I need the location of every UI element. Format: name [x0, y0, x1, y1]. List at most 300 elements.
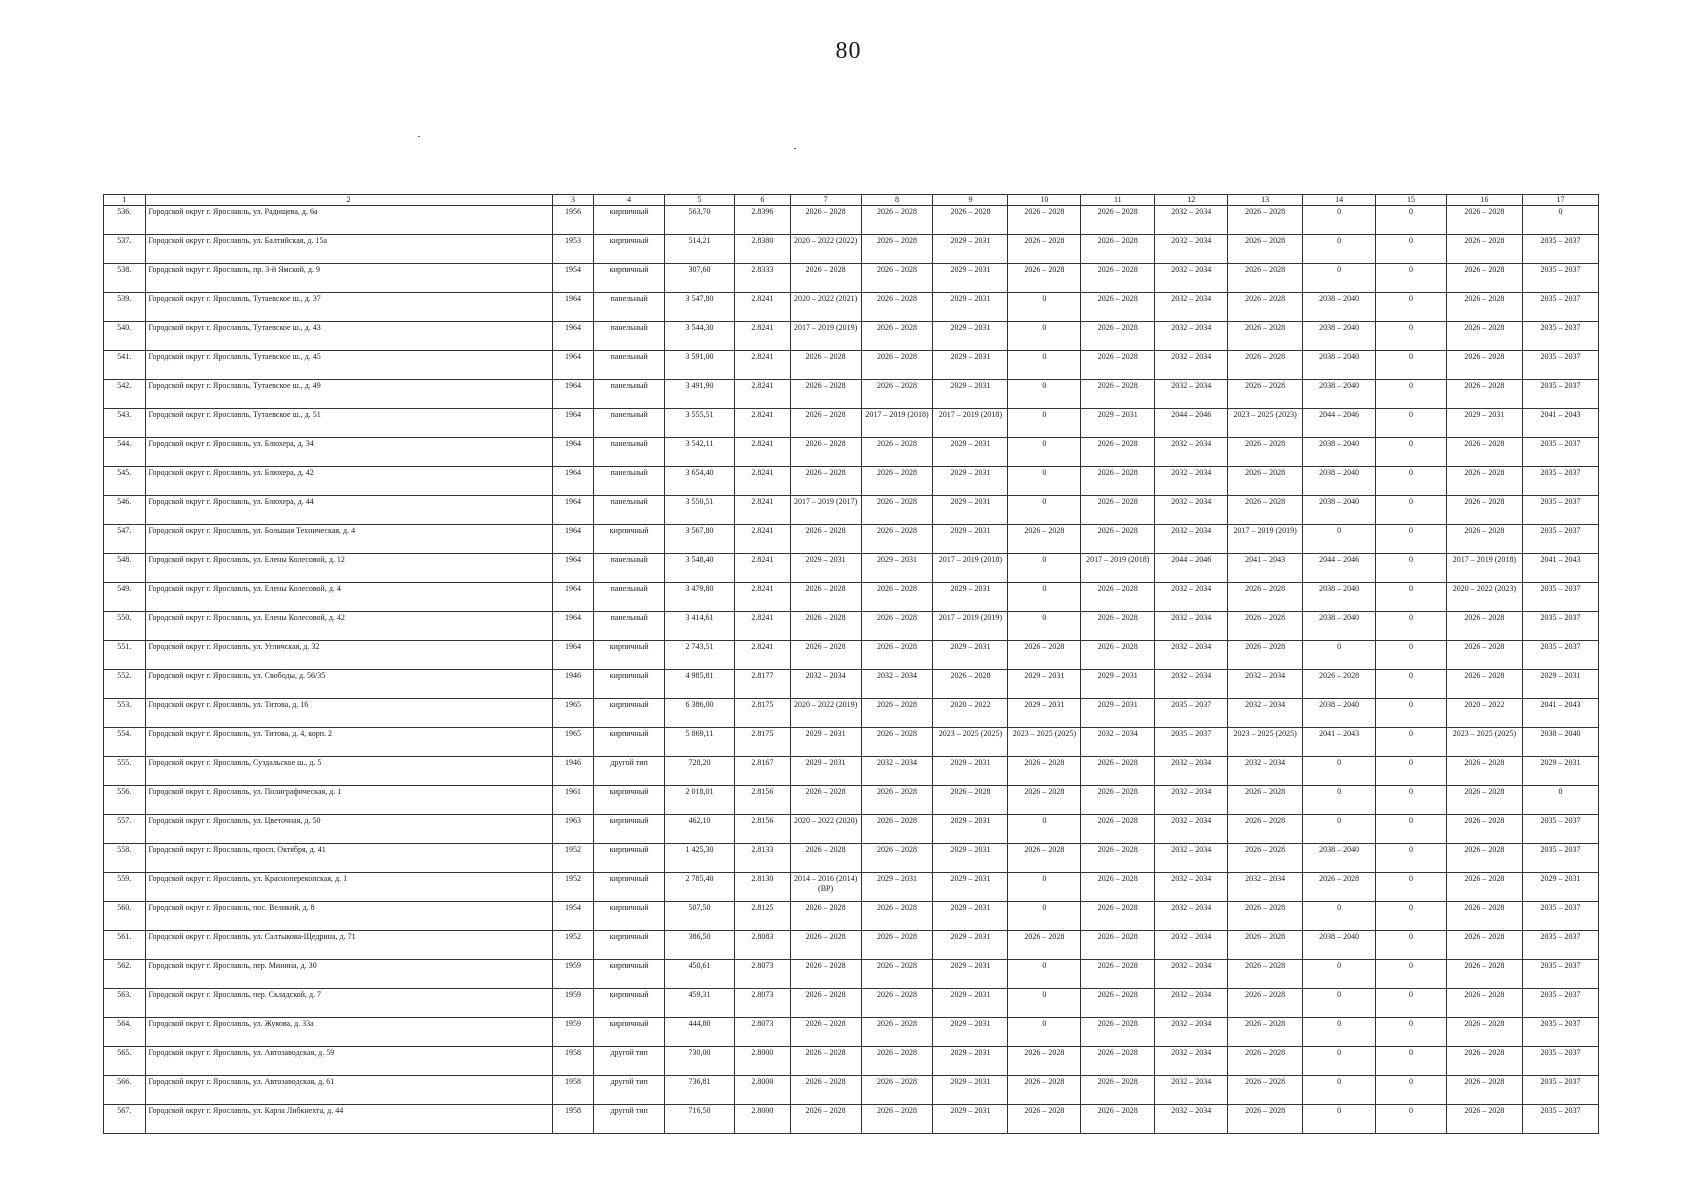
- row-number-cell: 556.: [104, 786, 146, 815]
- period-col-7-cell: 2026 – 2028: [790, 989, 861, 1018]
- period-col-9-cell: 2029 – 2031: [933, 496, 1008, 525]
- period-col-16-cell: 2026 – 2028: [1446, 264, 1522, 293]
- address-cell: Городской округ г. Ярославль, ул. Большая Техническая, д. 4: [145, 525, 552, 554]
- wall-material-cell: панельный: [594, 351, 665, 380]
- wall-material-cell: панельный: [594, 380, 665, 409]
- column-number-cell: 2: [145, 195, 552, 206]
- address-cell: Городской округ г. Ярославль, ул. Жукова, д. 33а: [145, 1018, 552, 1047]
- address-cell: Городской округ г. Ярославль, ул. Титова, д. 4, корп. 2: [145, 728, 552, 757]
- period-col-15-cell: 0: [1376, 873, 1447, 902]
- period-col-11-cell: 2029 – 2031: [1081, 670, 1155, 699]
- period-col-8-cell: 2026 – 2028: [861, 641, 933, 670]
- area-cell: 444,80: [665, 1018, 735, 1047]
- row-number-cell: 544.: [104, 438, 146, 467]
- period-col-8-cell: 2026 – 2028: [861, 844, 933, 873]
- column-number-cell: 14: [1303, 195, 1376, 206]
- period-col-11-cell: 2026 – 2028: [1081, 351, 1155, 380]
- period-col-9-cell: 2029 – 2031: [933, 844, 1008, 873]
- period-col-9-cell: 2029 – 2031: [933, 757, 1008, 786]
- period-col-11-cell: 2026 – 2028: [1081, 380, 1155, 409]
- period-col-17-cell: 2035 – 2037: [1522, 525, 1598, 554]
- period-col-13-cell: 2026 – 2028: [1228, 351, 1303, 380]
- period-col-9-cell: 2026 – 2028: [933, 670, 1008, 699]
- period-col-11-cell: 2032 – 2034: [1081, 728, 1155, 757]
- address-cell: Городской округ г. Ярославль, просп. Октября, д. 41: [145, 844, 552, 873]
- table-row: [104, 786, 1599, 815]
- address-cell: Городской округ г. Ярославль, пр. 3-й Ямской, д. 9: [145, 264, 552, 293]
- period-col-8-cell: 2026 – 2028: [861, 525, 933, 554]
- period-col-10-cell: 0: [1008, 815, 1081, 844]
- row-number-cell: 553.: [104, 699, 146, 728]
- period-col-12-cell: 2032 – 2034: [1155, 873, 1228, 902]
- period-col-12-cell: 2032 – 2034: [1155, 786, 1228, 815]
- row-number-cell: 555.: [104, 757, 146, 786]
- build-year-cell: 1959: [552, 989, 594, 1018]
- build-year-cell: 1964: [552, 351, 594, 380]
- build-year-cell: 1952: [552, 873, 594, 902]
- period-col-16-cell: 2026 – 2028: [1446, 1105, 1522, 1134]
- period-col-17-cell: 2035 – 2037: [1522, 264, 1598, 293]
- table-row: [104, 351, 1599, 380]
- period-col-10-cell: 2026 – 2028: [1008, 1047, 1081, 1076]
- period-col-8-cell: 2017 – 2019 (2018): [861, 409, 933, 438]
- address-cell: Городской округ г. Ярославль, ул. Елены Колесовой, д. 4: [145, 583, 552, 612]
- period-col-14-cell: 0: [1303, 525, 1376, 554]
- area-cell: 462,10: [665, 815, 735, 844]
- row-number-cell: 550.: [104, 612, 146, 641]
- period-col-16-cell: 2026 – 2028: [1446, 438, 1522, 467]
- period-col-17-cell: 2038 – 2040: [1522, 728, 1598, 757]
- area-cell: 450,61: [665, 960, 735, 989]
- period-col-9-cell: 2029 – 2031: [933, 380, 1008, 409]
- period-col-15-cell: 0: [1376, 1047, 1447, 1076]
- address-cell: Городской округ г. Ярославль, Суздальское ш., д. 5: [145, 757, 552, 786]
- build-year-cell: 1964: [552, 641, 594, 670]
- period-col-17-cell: 2035 – 2037: [1522, 1047, 1598, 1076]
- coefficient-cell: 2.8167: [734, 757, 790, 786]
- period-col-13-cell: 2026 – 2028: [1228, 1105, 1303, 1134]
- period-col-13-cell: 2026 – 2028: [1228, 786, 1303, 815]
- period-col-10-cell: 0: [1008, 902, 1081, 931]
- period-col-13-cell: 2026 – 2028: [1228, 931, 1303, 960]
- period-col-13-cell: 2026 – 2028: [1228, 815, 1303, 844]
- wall-material-cell: другой тип: [594, 1105, 665, 1134]
- area-cell: 3 414,61: [665, 612, 735, 641]
- period-col-14-cell: 2038 – 2040: [1303, 351, 1376, 380]
- coefficient-cell: 2.8133: [734, 844, 790, 873]
- period-col-14-cell: 2044 – 2046: [1303, 409, 1376, 438]
- period-col-15-cell: 0: [1376, 409, 1447, 438]
- row-number-cell: 543.: [104, 409, 146, 438]
- address-cell: Городской округ г. Ярославль, ул. Автозаводская, д. 61: [145, 1076, 552, 1105]
- period-col-16-cell: 2026 – 2028: [1446, 293, 1522, 322]
- scan-speck: [794, 148, 796, 149]
- period-col-9-cell: 2029 – 2031: [933, 960, 1008, 989]
- area-cell: 3 547,80: [665, 293, 735, 322]
- period-col-15-cell: 0: [1376, 264, 1447, 293]
- period-col-16-cell: 2026 – 2028: [1446, 1018, 1522, 1047]
- period-col-12-cell: 2035 – 2037: [1155, 699, 1228, 728]
- period-col-8-cell: 2026 – 2028: [861, 728, 933, 757]
- period-col-17-cell: 2035 – 2037: [1522, 1105, 1598, 1134]
- build-year-cell: 1952: [552, 844, 594, 873]
- coefficient-cell: 2.8073: [734, 989, 790, 1018]
- period-col-8-cell: 2026 – 2028: [861, 1047, 933, 1076]
- period-col-11-cell: 2029 – 2031: [1081, 409, 1155, 438]
- wall-material-cell: другой тип: [594, 757, 665, 786]
- period-col-8-cell: 2026 – 2028: [861, 612, 933, 641]
- period-col-14-cell: 0: [1303, 815, 1376, 844]
- period-col-7-cell: 2020 – 2022 (2020): [790, 815, 861, 844]
- period-col-17-cell: 2035 – 2037: [1522, 612, 1598, 641]
- column-number-cell: 12: [1155, 195, 1228, 206]
- period-col-14-cell: 0: [1303, 235, 1376, 264]
- period-col-15-cell: 0: [1376, 612, 1447, 641]
- period-col-8-cell: 2026 – 2028: [861, 989, 933, 1018]
- period-col-16-cell: 2029 – 2031: [1446, 409, 1522, 438]
- wall-material-cell: кирпичный: [594, 206, 665, 235]
- period-col-13-cell: 2026 – 2028: [1228, 989, 1303, 1018]
- period-col-7-cell: 2020 – 2022 (2022): [790, 235, 861, 264]
- period-col-16-cell: 2026 – 2028: [1446, 960, 1522, 989]
- area-cell: 2 018,01: [665, 786, 735, 815]
- period-col-13-cell: 2026 – 2028: [1228, 293, 1303, 322]
- period-col-14-cell: 0: [1303, 989, 1376, 1018]
- period-col-11-cell: 2026 – 2028: [1081, 960, 1155, 989]
- row-number-cell: 539.: [104, 293, 146, 322]
- period-col-17-cell: 2035 – 2037: [1522, 583, 1598, 612]
- table-row: [104, 670, 1599, 699]
- period-col-8-cell: 2026 – 2028: [861, 293, 933, 322]
- build-year-cell: 1953: [552, 235, 594, 264]
- period-col-12-cell: 2032 – 2034: [1155, 1047, 1228, 1076]
- period-col-14-cell: 2041 – 2043: [1303, 728, 1376, 757]
- period-col-7-cell: 2026 – 2028: [790, 1018, 861, 1047]
- period-col-14-cell: 0: [1303, 1047, 1376, 1076]
- area-cell: 1 425,30: [665, 844, 735, 873]
- address-cell: Городской округ г. Ярославль, ул. Блюхера, д. 34: [145, 438, 552, 467]
- period-col-11-cell: 2017 – 2019 (2018): [1081, 554, 1155, 583]
- period-col-17-cell: 2035 – 2037: [1522, 351, 1598, 380]
- period-col-7-cell: 2020 – 2022 (2019): [790, 699, 861, 728]
- wall-material-cell: панельный: [594, 293, 665, 322]
- coefficient-cell: 2.8241: [734, 351, 790, 380]
- address-cell: Городской округ г. Ярославль, ул. Полиграфическая, д. 1: [145, 786, 552, 815]
- table-row: [104, 1076, 1599, 1105]
- coefficient-cell: 2.8241: [734, 612, 790, 641]
- address-cell: Городской округ г. Ярославль, Тутаевское ш., д. 49: [145, 380, 552, 409]
- area-cell: 3 479,80: [665, 583, 735, 612]
- period-col-12-cell: 2044 – 2046: [1155, 554, 1228, 583]
- period-col-17-cell: 2035 – 2037: [1522, 496, 1598, 525]
- address-cell: Городской округ г. Ярославль, ул. Красноперекопская, д. 1: [145, 873, 552, 902]
- period-col-8-cell: 2026 – 2028: [861, 496, 933, 525]
- period-col-10-cell: 0: [1008, 583, 1081, 612]
- period-col-9-cell: 2023 – 2025 (2025): [933, 728, 1008, 757]
- coefficient-cell: 2.8073: [734, 1018, 790, 1047]
- address-cell: Городской округ г. Ярославль, ул. Блюхера, д. 44: [145, 496, 552, 525]
- period-col-14-cell: 2038 – 2040: [1303, 583, 1376, 612]
- period-col-17-cell: 2035 – 2037: [1522, 438, 1598, 467]
- period-col-13-cell: 2026 – 2028: [1228, 641, 1303, 670]
- period-col-16-cell: 2017 – 2019 (2018): [1446, 554, 1522, 583]
- period-col-14-cell: 0: [1303, 1018, 1376, 1047]
- table-row: [104, 264, 1599, 293]
- period-col-12-cell: 2032 – 2034: [1155, 496, 1228, 525]
- period-col-15-cell: 0: [1376, 293, 1447, 322]
- period-col-10-cell: 0: [1008, 351, 1081, 380]
- address-cell: Городской округ г. Ярославль, ул. Салтыкова-Щедрина, д. 71: [145, 931, 552, 960]
- coefficient-cell: 2.8241: [734, 467, 790, 496]
- wall-material-cell: кирпичный: [594, 1018, 665, 1047]
- period-col-9-cell: 2029 – 2031: [933, 1047, 1008, 1076]
- period-col-13-cell: 2026 – 2028: [1228, 235, 1303, 264]
- period-col-14-cell: 0: [1303, 206, 1376, 235]
- column-number-cell: 17: [1522, 195, 1598, 206]
- wall-material-cell: панельный: [594, 438, 665, 467]
- period-col-12-cell: 2032 – 2034: [1155, 1076, 1228, 1105]
- build-year-cell: 1964: [552, 438, 594, 467]
- period-col-15-cell: 0: [1376, 467, 1447, 496]
- table-row: [104, 206, 1599, 235]
- period-col-16-cell: 2026 – 2028: [1446, 1047, 1522, 1076]
- table-row: [104, 873, 1599, 902]
- period-col-12-cell: 2032 – 2034: [1155, 670, 1228, 699]
- table-row: [104, 235, 1599, 264]
- period-col-15-cell: 0: [1376, 815, 1447, 844]
- period-col-13-cell: 2017 – 2019 (2019): [1228, 525, 1303, 554]
- period-col-10-cell: 0: [1008, 1018, 1081, 1047]
- area-cell: 507,50: [665, 902, 735, 931]
- period-col-15-cell: 0: [1376, 583, 1447, 612]
- wall-material-cell: кирпичный: [594, 786, 665, 815]
- row-number-cell: 546.: [104, 496, 146, 525]
- period-col-11-cell: 2026 – 2028: [1081, 1076, 1155, 1105]
- period-col-17-cell: 2035 – 2037: [1522, 960, 1598, 989]
- period-col-15-cell: 0: [1376, 206, 1447, 235]
- period-col-15-cell: 0: [1376, 380, 1447, 409]
- period-col-11-cell: 2029 – 2031: [1081, 699, 1155, 728]
- period-col-7-cell: 2026 – 2028: [790, 583, 861, 612]
- period-col-17-cell: 2035 – 2037: [1522, 380, 1598, 409]
- table-row: [104, 728, 1599, 757]
- row-number-cell: 536.: [104, 206, 146, 235]
- period-col-11-cell: 2026 – 2028: [1081, 757, 1155, 786]
- period-col-8-cell: 2026 – 2028: [861, 931, 933, 960]
- period-col-9-cell: 2017 – 2019 (2019): [933, 612, 1008, 641]
- address-cell: Городской округ г. Ярославль, ул. Цветочная, д. 50: [145, 815, 552, 844]
- row-number-cell: 562.: [104, 960, 146, 989]
- period-col-7-cell: 2026 – 2028: [790, 409, 861, 438]
- build-year-cell: 1958: [552, 1076, 594, 1105]
- build-year-cell: 1958: [552, 1105, 594, 1134]
- area-cell: 716,50: [665, 1105, 735, 1134]
- build-year-cell: 1964: [552, 583, 594, 612]
- period-col-12-cell: 2032 – 2034: [1155, 989, 1228, 1018]
- table-row: [104, 409, 1599, 438]
- row-number-cell: 567.: [104, 1105, 146, 1134]
- period-col-9-cell: 2029 – 2031: [933, 1105, 1008, 1134]
- period-col-8-cell: 2026 – 2028: [861, 815, 933, 844]
- period-col-9-cell: 2029 – 2031: [933, 1018, 1008, 1047]
- period-col-16-cell: 2023 – 2025 (2025): [1446, 728, 1522, 757]
- period-col-7-cell: 2026 – 2028: [790, 931, 861, 960]
- period-col-15-cell: 0: [1376, 902, 1447, 931]
- period-col-9-cell: 2017 – 2019 (2018): [933, 554, 1008, 583]
- period-col-10-cell: 2026 – 2028: [1008, 844, 1081, 873]
- period-col-7-cell: 2029 – 2031: [790, 554, 861, 583]
- period-col-11-cell: 2026 – 2028: [1081, 438, 1155, 467]
- period-col-10-cell: 2026 – 2028: [1008, 525, 1081, 554]
- page-number: 80: [835, 38, 862, 64]
- wall-material-cell: панельный: [594, 612, 665, 641]
- period-col-10-cell: 0: [1008, 612, 1081, 641]
- coefficient-cell: 2.8083: [734, 931, 790, 960]
- period-col-8-cell: 2026 – 2028: [861, 960, 933, 989]
- coefficient-cell: 2.8241: [734, 496, 790, 525]
- row-number-cell: 542.: [104, 380, 146, 409]
- column-number-cell: 15: [1376, 195, 1447, 206]
- period-col-17-cell: 2035 – 2037: [1522, 844, 1598, 873]
- period-col-9-cell: 2029 – 2031: [933, 293, 1008, 322]
- period-col-7-cell: 2026 – 2028: [790, 206, 861, 235]
- period-col-9-cell: 2017 – 2019 (2018): [933, 409, 1008, 438]
- address-cell: Городской округ г. Ярославль, пер. Минина, д. 30: [145, 960, 552, 989]
- period-col-9-cell: 2029 – 2031: [933, 467, 1008, 496]
- period-col-13-cell: 2032 – 2034: [1228, 670, 1303, 699]
- period-col-13-cell: 2032 – 2034: [1228, 873, 1303, 902]
- coefficient-cell: 2.8241: [734, 583, 790, 612]
- period-col-11-cell: 2026 – 2028: [1081, 641, 1155, 670]
- period-col-7-cell: 2017 – 2019 (2019): [790, 322, 861, 351]
- coefficient-cell: 2.8000: [734, 1047, 790, 1076]
- table-row: [104, 757, 1599, 786]
- period-col-13-cell: 2026 – 2028: [1228, 438, 1303, 467]
- address-cell: Городской округ г. Ярославль, ул. Радищева, д. 6а: [145, 206, 552, 235]
- column-number-cell: 4: [594, 195, 665, 206]
- period-col-11-cell: 2026 – 2028: [1081, 206, 1155, 235]
- period-col-10-cell: 2026 – 2028: [1008, 641, 1081, 670]
- period-col-9-cell: 2020 – 2022: [933, 699, 1008, 728]
- period-col-15-cell: 0: [1376, 757, 1447, 786]
- period-col-8-cell: 2026 – 2028: [861, 206, 933, 235]
- build-year-cell: 1954: [552, 902, 594, 931]
- column-number-cell: 13: [1228, 195, 1303, 206]
- period-col-8-cell: 2026 – 2028: [861, 351, 933, 380]
- wall-material-cell: панельный: [594, 409, 665, 438]
- period-col-15-cell: 0: [1376, 641, 1447, 670]
- register-table-container: [103, 194, 1599, 1134]
- period-col-16-cell: 2026 – 2028: [1446, 235, 1522, 264]
- period-col-16-cell: 2026 – 2028: [1446, 902, 1522, 931]
- period-col-12-cell: 2035 – 2037: [1155, 728, 1228, 757]
- period-col-10-cell: 0: [1008, 989, 1081, 1018]
- period-col-10-cell: 2026 – 2028: [1008, 264, 1081, 293]
- period-col-9-cell: 2029 – 2031: [933, 351, 1008, 380]
- period-col-10-cell: 2026 – 2028: [1008, 931, 1081, 960]
- wall-material-cell: кирпичный: [594, 931, 665, 960]
- coefficient-cell: 2.8241: [734, 641, 790, 670]
- period-col-7-cell: 2026 – 2028: [790, 902, 861, 931]
- area-cell: 728,20: [665, 757, 735, 786]
- period-col-10-cell: 2029 – 2031: [1008, 699, 1081, 728]
- coefficient-cell: 2.8396: [734, 206, 790, 235]
- period-col-8-cell: 2026 – 2028: [861, 380, 933, 409]
- row-number-cell: 549.: [104, 583, 146, 612]
- period-col-9-cell: 2029 – 2031: [933, 815, 1008, 844]
- register-table: [103, 194, 1599, 1134]
- period-col-7-cell: 2026 – 2028: [790, 438, 861, 467]
- period-col-7-cell: 2026 – 2028: [790, 1076, 861, 1105]
- wall-material-cell: кирпичный: [594, 873, 665, 902]
- build-year-cell: 1963: [552, 815, 594, 844]
- column-number-cell: 3: [552, 195, 594, 206]
- column-number-cell: 9: [933, 195, 1008, 206]
- area-cell: 307,60: [665, 264, 735, 293]
- coefficient-cell: 2.8241: [734, 438, 790, 467]
- period-col-13-cell: 2023 – 2025 (2025): [1228, 728, 1303, 757]
- area-cell: 3 548,40: [665, 554, 735, 583]
- area-cell: 3 654,40: [665, 467, 735, 496]
- address-cell: Городской округ г. Ярославль, Тутаевское ш., д. 37: [145, 293, 552, 322]
- row-number-cell: 547.: [104, 525, 146, 554]
- period-col-17-cell: 2035 – 2037: [1522, 1076, 1598, 1105]
- period-col-13-cell: 2026 – 2028: [1228, 380, 1303, 409]
- period-col-15-cell: 0: [1376, 960, 1447, 989]
- period-col-15-cell: 0: [1376, 496, 1447, 525]
- column-number-cell: 16: [1446, 195, 1522, 206]
- period-col-8-cell: 2032 – 2034: [861, 670, 933, 699]
- row-number-cell: 552.: [104, 670, 146, 699]
- period-col-12-cell: 2032 – 2034: [1155, 206, 1228, 235]
- wall-material-cell: панельный: [594, 467, 665, 496]
- table-row: [104, 844, 1599, 873]
- period-col-15-cell: 0: [1376, 989, 1447, 1018]
- period-col-11-cell: 2026 – 2028: [1081, 322, 1155, 351]
- period-col-17-cell: 2041 – 2043: [1522, 409, 1598, 438]
- period-col-11-cell: 2026 – 2028: [1081, 1105, 1155, 1134]
- area-cell: 3 591,00: [665, 351, 735, 380]
- period-col-11-cell: 2026 – 2028: [1081, 583, 1155, 612]
- period-col-15-cell: 0: [1376, 1076, 1447, 1105]
- period-col-16-cell: 2026 – 2028: [1446, 873, 1522, 902]
- period-col-14-cell: 0: [1303, 757, 1376, 786]
- period-col-11-cell: 2026 – 2028: [1081, 525, 1155, 554]
- period-col-15-cell: 0: [1376, 699, 1447, 728]
- period-col-10-cell: 2026 – 2028: [1008, 757, 1081, 786]
- row-number-cell: 541.: [104, 351, 146, 380]
- row-number-cell: 564.: [104, 1018, 146, 1047]
- address-cell: Городской округ г. Ярославль, Тутаевское ш., д. 45: [145, 351, 552, 380]
- period-col-7-cell: 2026 – 2028: [790, 612, 861, 641]
- coefficient-cell: 2.8000: [734, 1105, 790, 1134]
- period-col-15-cell: 0: [1376, 554, 1447, 583]
- period-col-13-cell: 2026 – 2028: [1228, 844, 1303, 873]
- row-number-cell: 558.: [104, 844, 146, 873]
- coefficient-cell: 2.8156: [734, 786, 790, 815]
- period-col-7-cell: 2026 – 2028: [790, 525, 861, 554]
- period-col-15-cell: 0: [1376, 525, 1447, 554]
- period-col-10-cell: 2029 – 2031: [1008, 670, 1081, 699]
- coefficient-cell: 2.8333: [734, 264, 790, 293]
- period-col-13-cell: 2023 – 2025 (2023): [1228, 409, 1303, 438]
- period-col-13-cell: 2026 – 2028: [1228, 1076, 1303, 1105]
- period-col-16-cell: 2026 – 2028: [1446, 525, 1522, 554]
- wall-material-cell: панельный: [594, 554, 665, 583]
- wall-material-cell: кирпичный: [594, 525, 665, 554]
- period-col-9-cell: 2026 – 2028: [933, 206, 1008, 235]
- period-col-8-cell: 2026 – 2028: [861, 583, 933, 612]
